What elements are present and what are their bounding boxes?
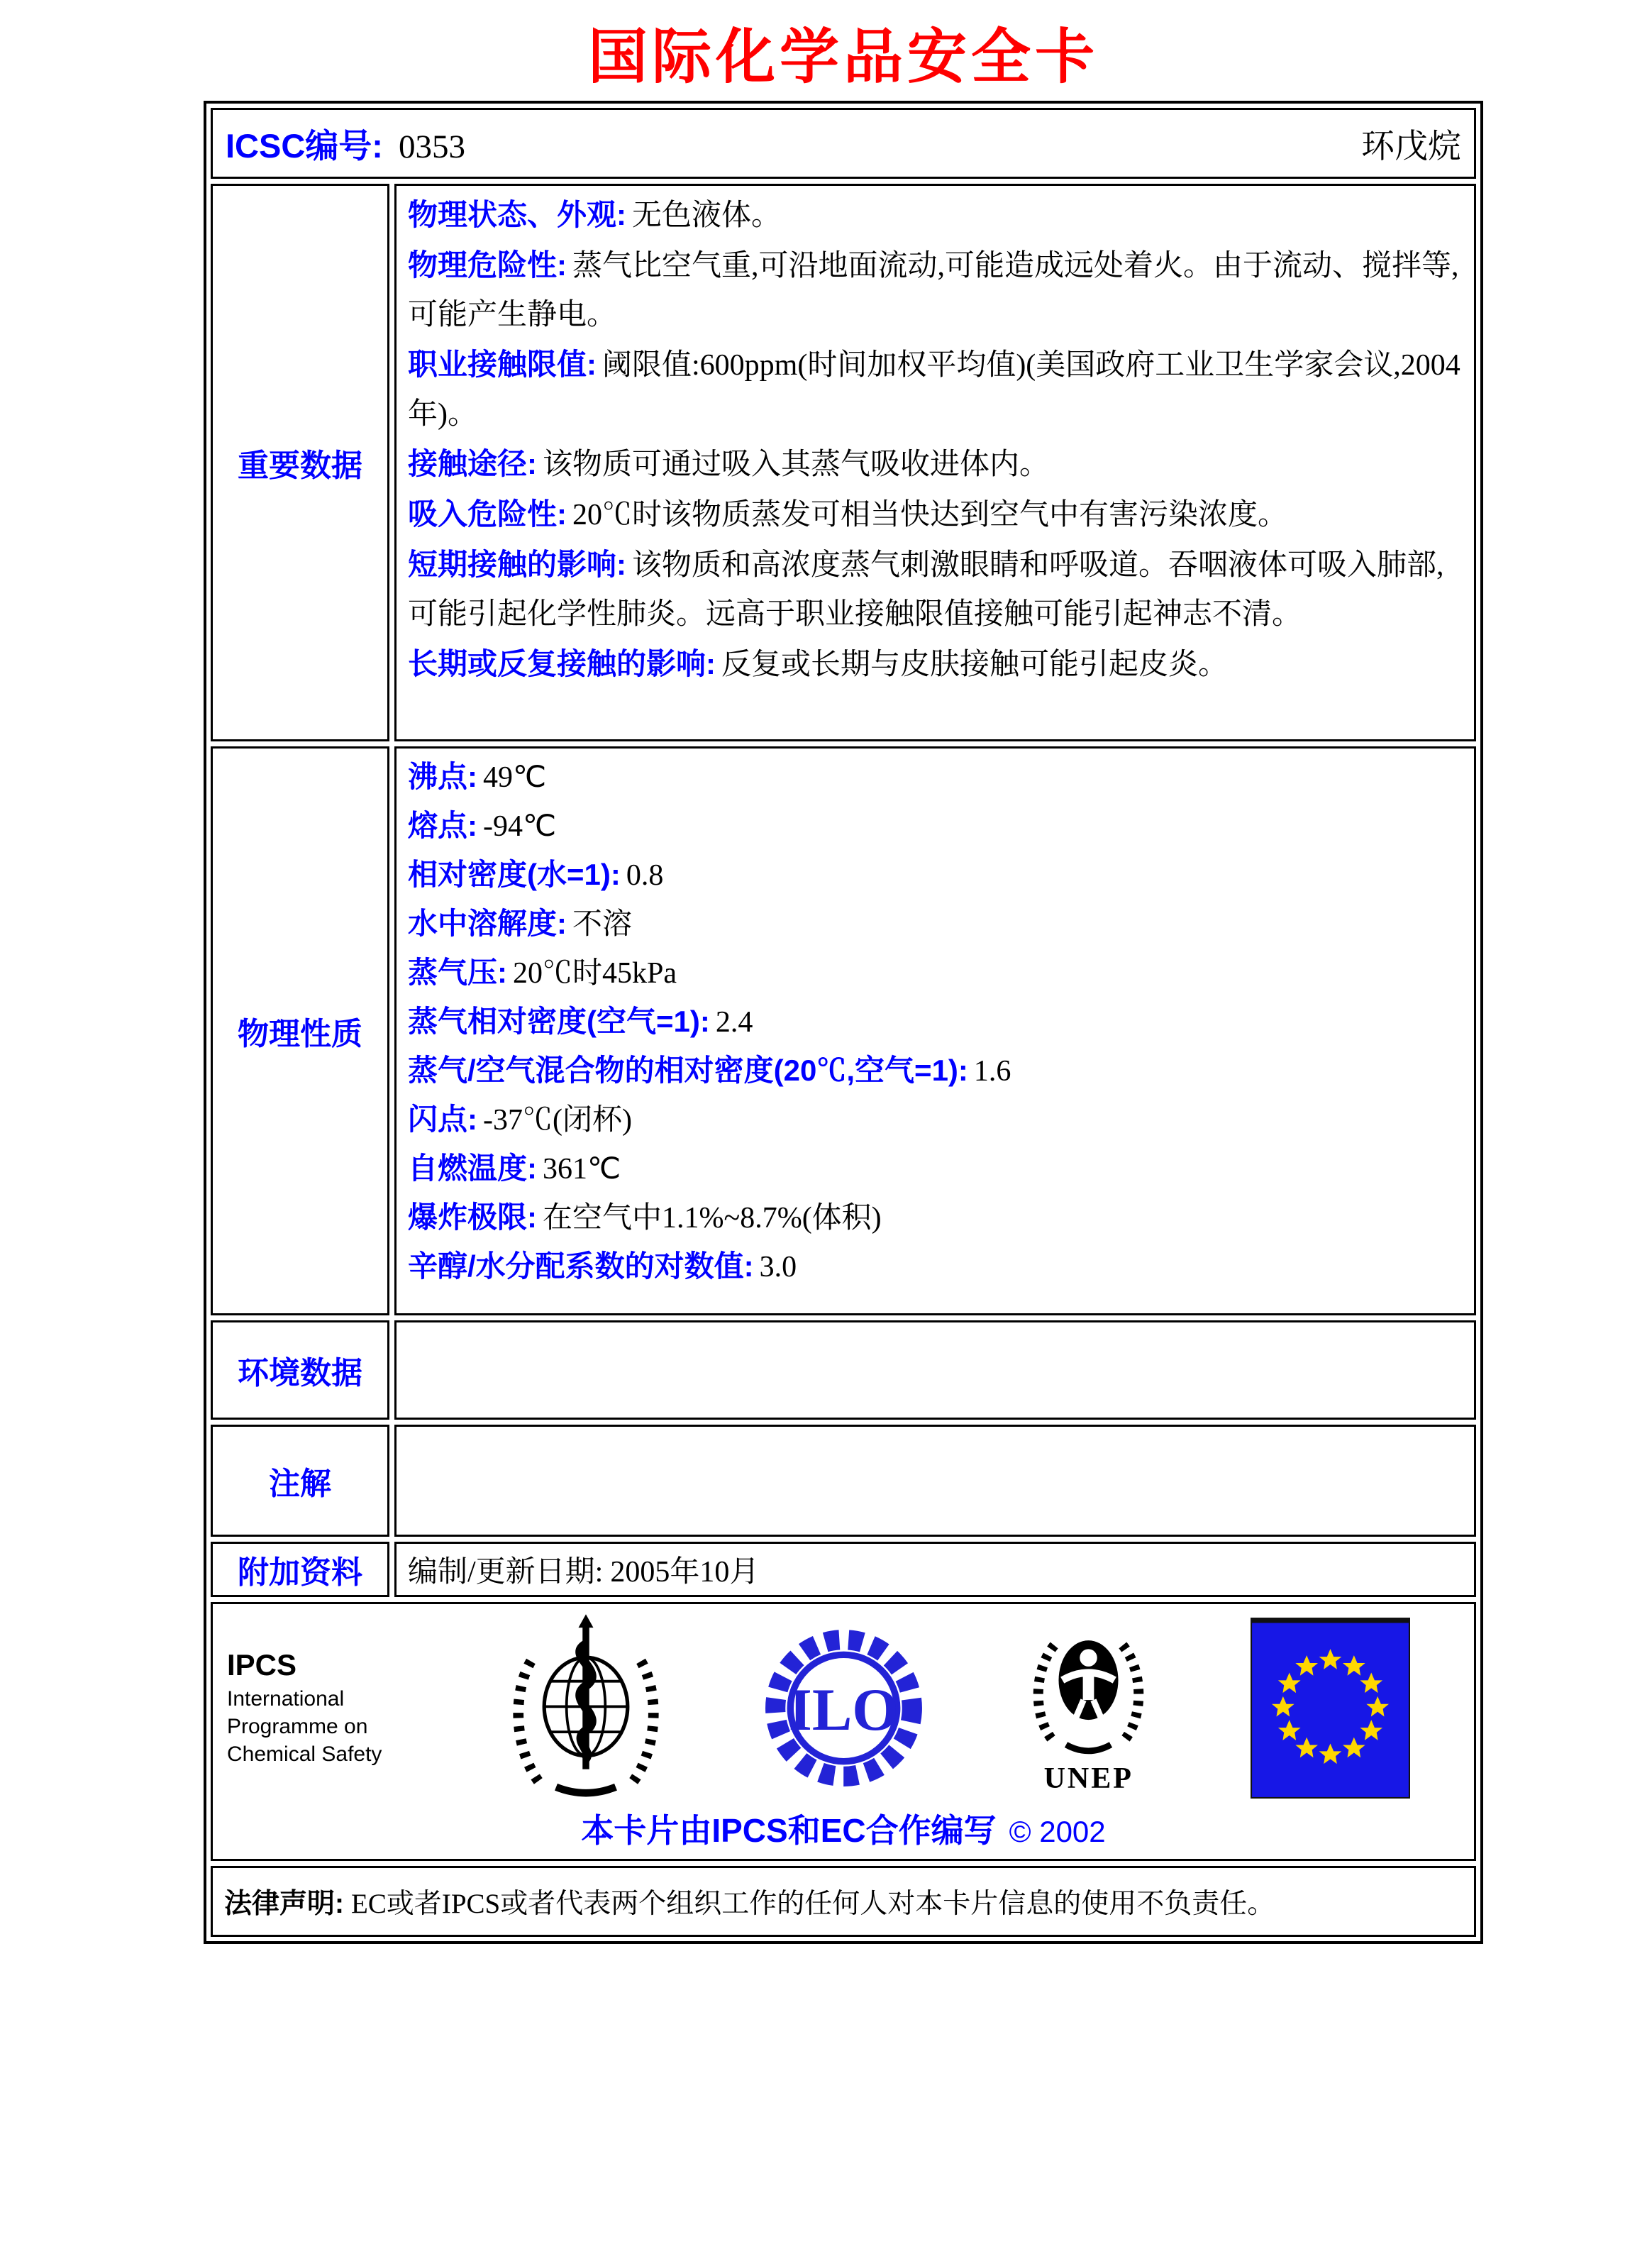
paragraph: 长期或反复接触的影响: 反复或长期与皮肤接触可能引起皮炎。 [408,647,1229,682]
environmental-data-row [211,1320,1476,1420]
who-logo-icon [511,1614,660,1802]
property-line: 闪点: -37℃(闭杯) [408,1103,632,1137]
property-line: 水中溶解度: 不溶 [408,907,633,941]
copyright-text: © 2002 [1009,1815,1106,1849]
unep-logo-icon [1026,1620,1151,1796]
section-label: 物理性质 [238,1017,362,1052]
section-label: 附加资料 [238,1555,362,1591]
section-label: 环境数据 [238,1356,362,1391]
property-line: 蒸气/空气混合物的相对密度(20℃,空气=1): 1.6 [408,1054,1011,1088]
footer-logos-row [211,1602,1476,1861]
important-data-content [394,184,1476,741]
paragraph: 物理危险性: 蒸气比空气重,可沿地面流动,可能造成远处着火。由于流动、搅拌等,可能产生静电。 [408,248,1459,332]
additional-info-content [394,1542,1476,1597]
legal-notice-text: EC或者IPCS或者代表两个组织工作的任何人对本卡片信息的使用不负责任。 [351,1889,1275,1920]
important-data-row [211,184,1476,741]
unep-wordmark: UNEP [1043,1762,1133,1796]
environmental-data-content [394,1320,1476,1420]
cooperation-caption [227,1805,1460,1852]
header-row [211,108,1476,179]
paragraph: 职业接触限值: 阈限值:600ppm(时间加权平均值)(美国政府工业卫生学家会议,2004年)。 [408,348,1460,431]
environmental-data-section-label-cell [211,1320,389,1420]
paragraph: 吸入危险性: 20℃时该物质蒸发可相当快达到空气中有害污染浓度。 [408,497,1288,532]
physical-properties-content [394,746,1476,1315]
icsc-number-value: 0353 [398,128,465,165]
footer-cell [211,1602,1476,1861]
update-date-value: 2005年10月 [610,1556,760,1589]
paragraph: 物理状态、外观: 无色液体。 [408,198,782,233]
legal-notice-label: 法律声明: [224,1889,344,1920]
paragraph: 短期接触的影响: 该物质和高浓度蒸气刺激眼睛和呼吸道。吞咽液体可吸入肺部,可能引起化学性肺炎。远高于职业接触限值接触可能引起神志不清。 [408,548,1444,631]
eu-flag-icon [1251,1618,1410,1799]
notes-section-label-cell [211,1425,389,1537]
icsc-number-group [226,120,465,167]
property-line: 爆炸极限: 在空气中1.1%~8.7%(体积) [408,1200,882,1235]
property-line: 熔点: -94℃ [408,809,557,844]
property-line: 自燃温度: 361℃ [408,1151,621,1186]
legal-notice-cell [211,1866,1476,1937]
property-line: 蒸气压: 20℃时45kPa [408,956,677,990]
property-line: 相对密度(水=1): 0.8 [408,858,664,893]
additional-info-row [211,1542,1476,1597]
ipcs-acronym: IPCS [227,1648,297,1682]
additional-info-section-label-cell [211,1542,389,1597]
svg-text:ILO: ILO [788,1677,899,1744]
page-title: 国际化学品安全卡 [587,23,1099,90]
icsc-card-table [204,101,1483,1944]
notes-content [394,1425,1476,1537]
ilo-logo-icon [760,1625,927,1791]
section-label: 重要数据 [238,448,362,484]
footer-logo-strip [227,1614,1460,1802]
legal-notice-row [211,1866,1476,1937]
update-date-label: 编制/更新日期: [408,1556,604,1589]
paragraph: 接触途径: 该物质可通过吸入其蒸气吸收进体内。 [408,447,1050,482]
property-line: 沸点: 49℃ [408,760,547,795]
section-label: 注解 [269,1467,331,1502]
ipcs-text-block: IPCS International Programme on Chemical Safety [227,1648,411,1768]
icsc-number-label: ICSC编号: [226,126,383,165]
notes-row [211,1425,1476,1537]
important-data-section-label-cell [211,184,389,741]
chemical-name: 环戊烷 [1361,128,1461,165]
caption-text: 本卡片由IPCS和EC合作编写 [581,1812,997,1850]
physical-properties-section-label-cell [211,746,389,1315]
icsc-header-cell [211,108,1476,179]
property-line: 辛醇/水分配系数的对数值: 3.0 [408,1249,797,1284]
physical-properties-row [211,746,1476,1315]
property-line: 蒸气相对密度(空气=1): 2.4 [408,1005,753,1039]
